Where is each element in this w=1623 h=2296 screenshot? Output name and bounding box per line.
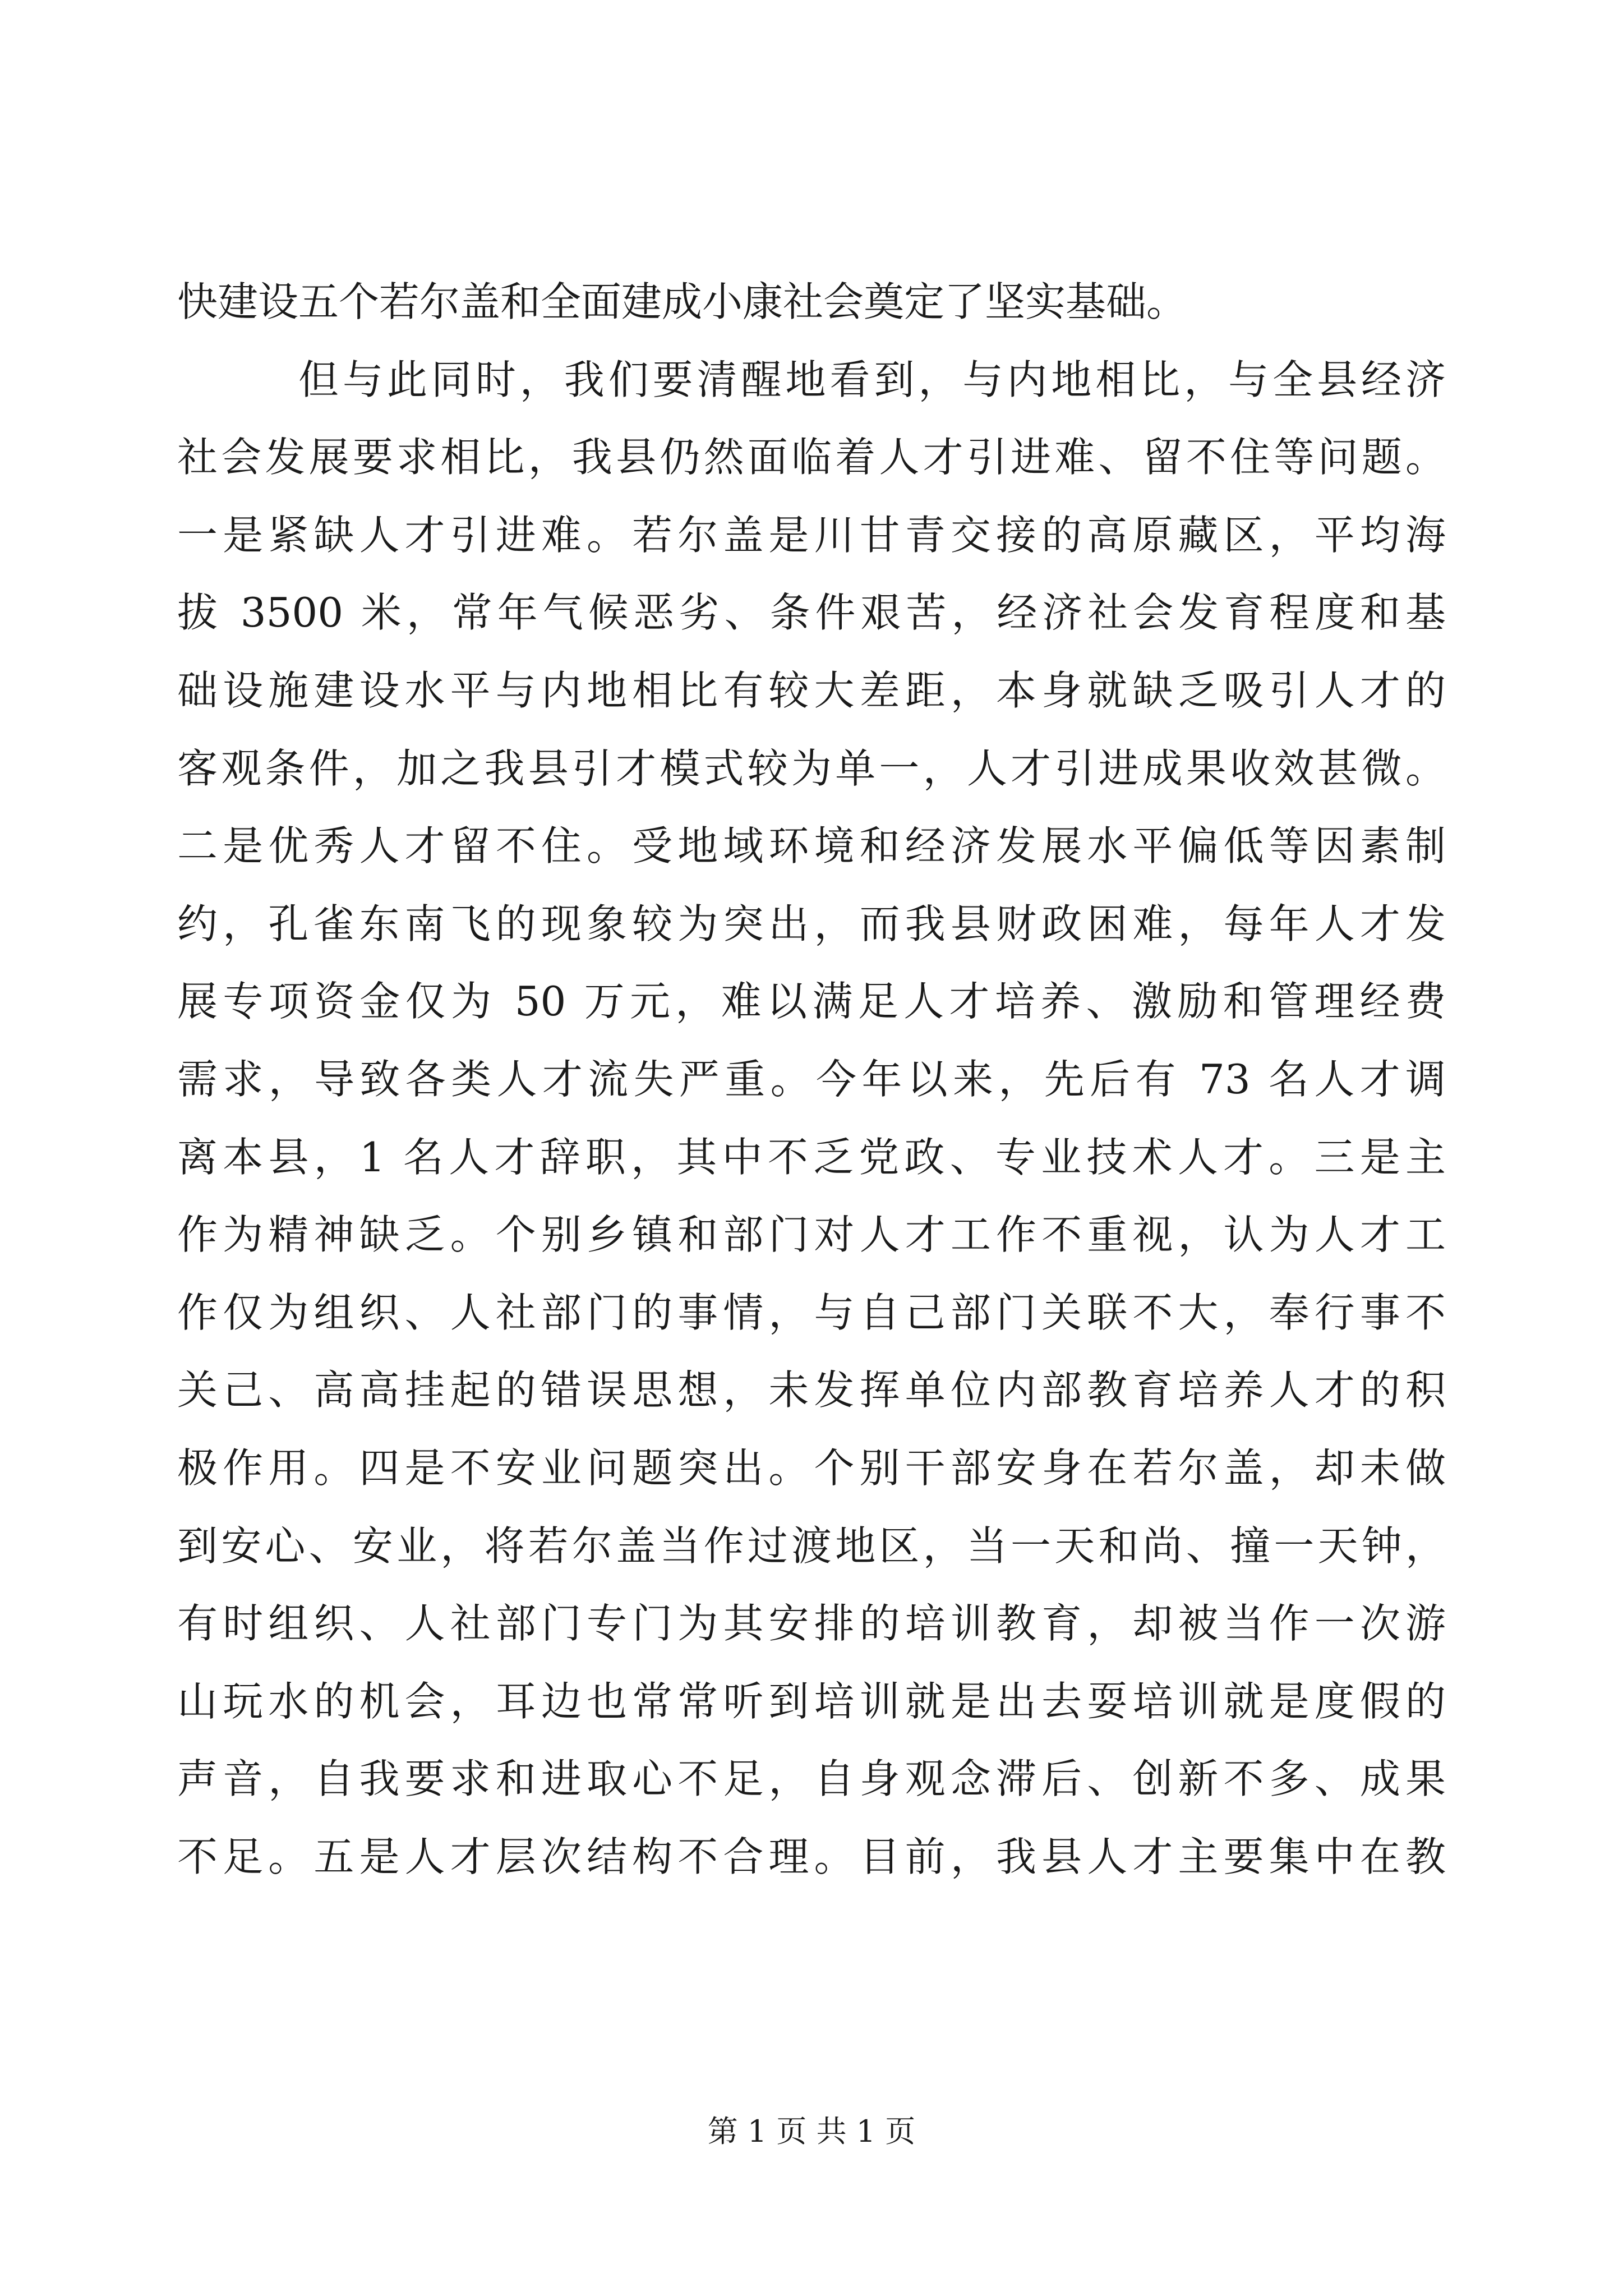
paragraph-line: 但与此同时，我们要清醒地看到，与内地相比，与全县经济 <box>298 356 1446 403</box>
paragraph-line: 一是紧缺人才引进难。若尔盖是川甘青交接的高原藏区，平均海 <box>177 512 1446 559</box>
paragraph-line: 快建设五个若尔盖和全面建成小康社会奠定了坚实基础。 <box>177 278 1187 325</box>
paragraph-line: 需求，导致各类人才流失严重。今年以来，先后有 73 名人才调 <box>177 1056 1446 1103</box>
paragraph-line: 二是优秀人才留不住。受地域环境和经济发展水平偏低等因素制 <box>177 822 1446 869</box>
paragraph-line: 山玩水的机会，耳边也常常听到培训就是出去耍培训就是度假的 <box>177 1678 1446 1725</box>
paragraph-line: 展专项资金仅为 50 万元，难以满足人才培养、激励和管理经费 <box>177 978 1446 1025</box>
paragraph-line: 约，孔雀东南飞的现象较为突出，而我县财政困难，每年人才发 <box>177 900 1446 947</box>
paragraph-line: 客观条件，加之我县引才模式较为单一，人才引进成果收效甚微。 <box>177 745 1446 792</box>
paragraph-line: 有时组织、人社部门专门为其安排的培训教育，却被当作一次游 <box>177 1600 1446 1647</box>
paragraph-line: 声音，自我要求和进取心不足，自身观念滞后、创新不多、成果 <box>177 1755 1446 1802</box>
paragraph-line: 社会发展要求相比，我县仍然面临着人才引进难、留不住等问题。 <box>177 434 1446 481</box>
paragraph-line: 础设施建设水平与内地相比有较大差距，本身就缺乏吸引人才的 <box>177 667 1446 714</box>
paragraph-line: 离本县，1 名人才辞职，其中不乏党政、专业技术人才。三是主 <box>177 1134 1446 1181</box>
paragraph-line: 拔 3500 米，常年气候恶劣、条件艰苦，经济社会发育程度和基 <box>177 589 1446 636</box>
paragraph-line: 作为精神缺乏。个别乡镇和部门对人才工作不重视，认为人才工 <box>177 1211 1446 1258</box>
paragraph-line: 不足。五是人才层次结构不合理。目前，我县人才主要集中在教 <box>177 1833 1446 1880</box>
paragraph-line: 到安心、安业，将若尔盖当作过渡地区，当一天和尚、撞一天钟， <box>177 1522 1446 1570</box>
paragraph-line: 关己、高高挂起的错误思想，未发挥单位内部教育培养人才的积 <box>177 1366 1446 1414</box>
page-footer <box>0 2109 1623 2154</box>
paragraph-line: 极作用。四是不安业问题突出。个别干部安身在若尔盖，却未做 <box>177 1444 1446 1492</box>
paragraph-line: 作仅为组织、人社部门的事情，与自己部门关联不大，奉行事不 <box>177 1289 1446 1336</box>
page-number: 第 1 页 共 1 页 <box>707 2114 916 2149</box>
